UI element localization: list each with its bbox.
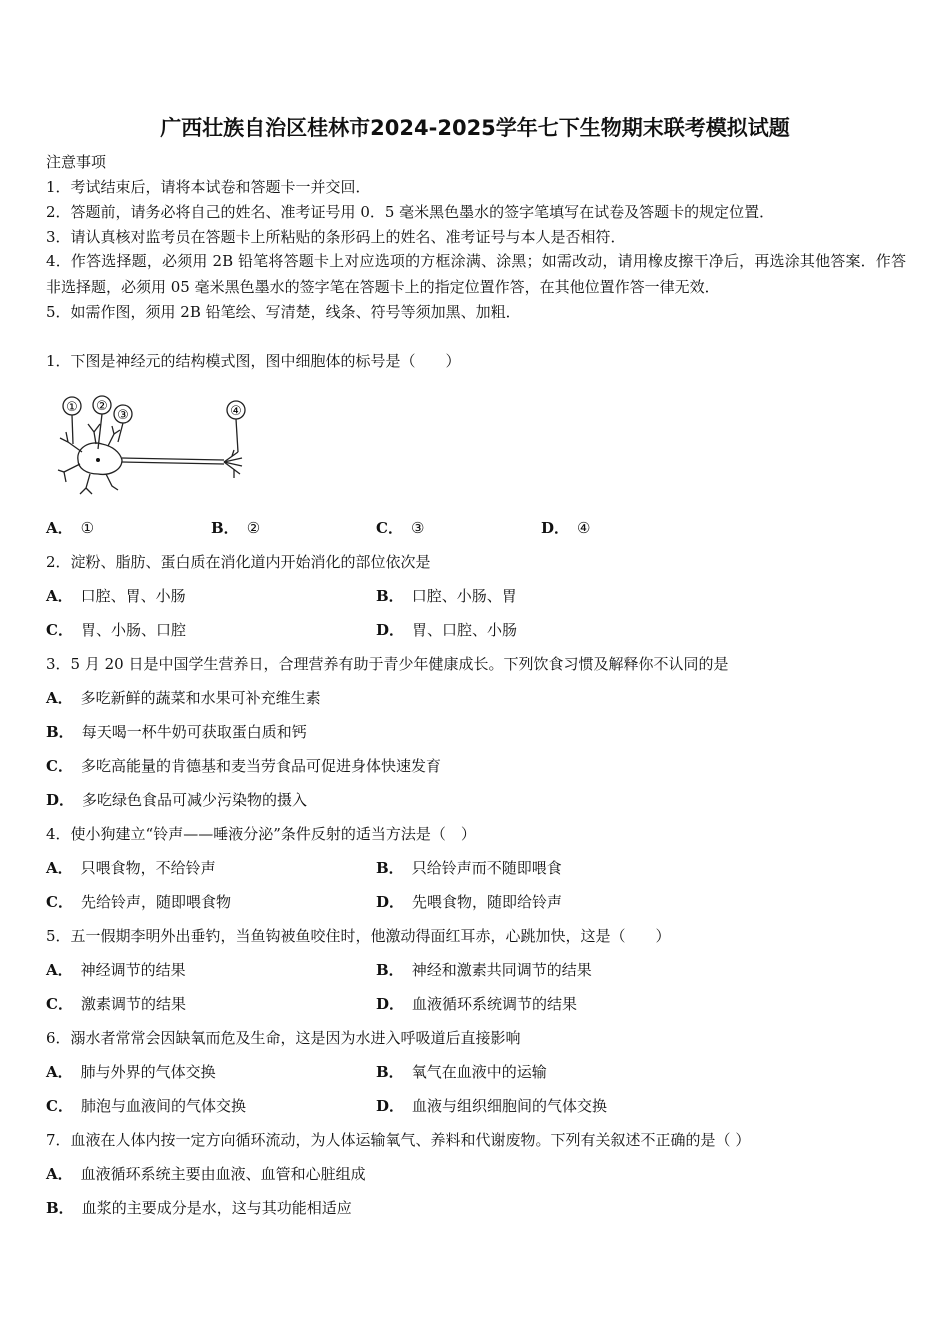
question-stem: 5．五一假期李明外出垂钓，当鱼钩被鱼咬住时，他激动得面红耳赤，心跳加快，这是（ ）	[46, 927, 671, 945]
option-b[interactable]	[46, 721, 307, 743]
option-text: 肺与外界的气体交换	[80, 1063, 216, 1081]
option-a[interactable]	[46, 1061, 216, 1083]
option-label: B．	[211, 519, 239, 537]
option-text: 只给铃声而不随即喂食	[411, 859, 562, 877]
option-text: 只喂食物，不给铃声	[80, 859, 216, 877]
option-text: 先给铃声，随即喂食物	[80, 893, 231, 911]
option-c[interactable]	[46, 891, 231, 913]
option-label: D．	[46, 791, 75, 809]
option-text: 神经和激素共同调节的结果	[411, 961, 592, 979]
option-label: D．	[376, 995, 405, 1013]
option-c[interactable]	[46, 619, 186, 641]
option-text: 激素调节的结果	[80, 995, 186, 1013]
option-text: ③	[410, 519, 425, 537]
notice-item: 2．答题前，请务必将自己的姓名、准考证号用 0．5 毫米黑色墨水的签字笔填写在试卷及答题卡的规定位置．	[46, 203, 775, 221]
option-a[interactable]	[46, 959, 186, 981]
option-b[interactable]	[376, 585, 517, 607]
option-b[interactable]	[46, 1197, 352, 1219]
option-label: D．	[376, 1097, 405, 1115]
option-text: 肺泡与血液间的气体交换	[80, 1097, 246, 1115]
option-b[interactable]	[211, 517, 260, 539]
option-b[interactable]	[376, 857, 562, 879]
notice-item: 3．请认真核对监考员在答题卡上所粘贴的条形码上的姓名、准考证号与本人是否相符．	[46, 228, 626, 246]
figure-label: ③	[117, 408, 129, 423]
notice-heading: 注意事项	[46, 153, 107, 171]
option-label: D．	[376, 621, 405, 639]
question-stem: 4．使小狗建立“铃声——唾液分泌”条件反射的适当方法是（ ）	[46, 825, 476, 843]
option-b[interactable]	[376, 1061, 547, 1083]
question-stem: 7．血液在人体内按一定方向循环流动，为人体运输氧气、养料和代谢废物。下列有关叙述不正确的是（ ）	[46, 1131, 751, 1149]
option-d[interactable]	[541, 517, 590, 539]
option-label: A．	[46, 689, 73, 707]
option-text: 口腔、胃、小肠	[80, 587, 186, 605]
option-label: C．	[46, 893, 73, 911]
option-c[interactable]	[46, 755, 441, 777]
option-a[interactable]	[46, 517, 94, 539]
option-label: C．	[46, 995, 73, 1013]
option-d[interactable]	[376, 993, 577, 1015]
question-stem: 6．溺水者常常会因缺氧而危及生命，这是因为水进入呼吸道后直接影响	[46, 1029, 521, 1047]
option-label: B．	[376, 587, 404, 605]
option-d[interactable]	[46, 789, 307, 811]
option-label: A．	[46, 519, 73, 537]
option-label: B．	[376, 1063, 404, 1081]
option-text: 血浆的主要成分是水，这与其功能相适应	[81, 1199, 352, 1217]
option-b[interactable]	[376, 959, 592, 981]
figure-label: ①	[66, 400, 78, 415]
option-c[interactable]	[46, 1095, 246, 1117]
option-text: 口腔、小肠、胃	[411, 587, 517, 605]
option-label: C．	[46, 757, 73, 775]
option-text: 神经调节的结果	[80, 961, 186, 979]
notice-item: 5．如需作图，须用 2B 铅笔绘、写清楚，线条、符号等须加黑、加粗．	[46, 303, 521, 321]
figure-label: ④	[230, 404, 242, 419]
option-d[interactable]	[376, 891, 562, 913]
option-text: 每天喝一杯牛奶可获取蛋白质和钙	[81, 723, 307, 741]
question-stem: 3．5 月 20 日是中国学生营养日，合理营养有助于青少年健康成长。下列饮食习惯及解释你不认同的是	[46, 655, 729, 673]
page-title: 广西壮族自治区桂林市2024-2025学年七下生物期末联考模拟试题	[160, 116, 790, 140]
option-d[interactable]	[376, 1095, 607, 1117]
option-text: ④	[577, 519, 591, 537]
option-text: 多吃新鲜的蔬菜和水果可补充维生素	[80, 689, 321, 707]
option-label: B．	[376, 961, 404, 979]
option-text: ②	[246, 519, 261, 537]
option-text: 氧气在血液中的运输	[411, 1063, 547, 1081]
option-d[interactable]	[376, 619, 517, 641]
neuron-diagram	[56, 394, 256, 496]
option-label: C．	[46, 621, 73, 639]
option-text: 血液循环系统调节的结果	[412, 995, 578, 1013]
option-a[interactable]	[46, 585, 186, 607]
option-label: A．	[46, 859, 73, 877]
option-label: B．	[46, 723, 74, 741]
option-a[interactable]	[46, 687, 321, 709]
option-text: 多吃绿色食品可减少污染物的摄入	[82, 791, 308, 809]
option-label: D．	[541, 519, 570, 537]
question-stem: 2．淀粉、脂肪、蛋白质在消化道内开始消化的部位依次是	[46, 553, 431, 571]
option-text: 血液循环系统主要由血液、血管和心脏组成	[80, 1165, 366, 1183]
option-label: C．	[376, 519, 403, 537]
option-label: B．	[376, 859, 404, 877]
option-a[interactable]	[46, 1163, 366, 1185]
option-label: A．	[46, 587, 73, 605]
notice-item: 1．考试结束后，请将本试卷和答题卡一并交回．	[46, 178, 371, 196]
option-text: 胃、口腔、小肠	[412, 621, 518, 639]
option-text: 胃、小肠、口腔	[80, 621, 186, 639]
notice-item: 4．作答选择题，必须用 2B 铅笔将答题卡上对应选项的方框涂满、涂黑；如需改动，请用橡皮擦干净后，再选涂其他答案．作答非选择题，必须用 05 毫米黑色墨水的签字笔在答题卡上的指定位置作答，在其他位置作答一律无效．	[46, 252, 906, 296]
option-label: B．	[46, 1199, 74, 1217]
option-a[interactable]	[46, 857, 216, 879]
option-text: ①	[80, 519, 95, 537]
option-text: 多吃高能量的肯德基和麦当劳食品可促进身体快速发育	[80, 757, 441, 775]
figure-label: ②	[96, 399, 108, 414]
option-c[interactable]	[376, 517, 424, 539]
option-text: 先喂食物，随即给铃声	[412, 893, 563, 911]
option-label: C．	[46, 1097, 73, 1115]
option-label: D．	[376, 893, 405, 911]
option-label: A．	[46, 961, 73, 979]
option-c[interactable]	[46, 993, 186, 1015]
option-label: A．	[46, 1063, 73, 1081]
option-label: A．	[46, 1165, 73, 1183]
option-text: 血液与组织细胞间的气体交换	[412, 1097, 608, 1115]
question-stem: 1．下图是神经元的结构模式图，图中细胞体的标号是（ ）	[46, 352, 461, 370]
